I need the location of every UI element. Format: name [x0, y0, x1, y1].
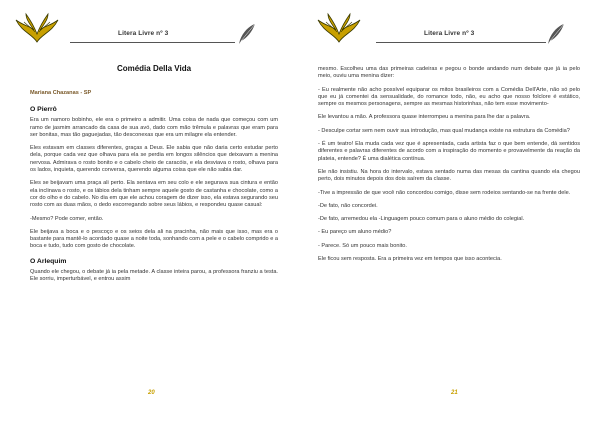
- paragraph: Ele levantou a mão. A professora quase interrompeu a menina para lhe dar a palavra.: [318, 114, 531, 121]
- paragraph: Ele não insistiu. Na hora do intervalo, estava sentado numa das mesas da cantina quando ela chegou perto, dois minutos depois dos dois saírem da classe.: [318, 168, 580, 183]
- quill-icon: [544, 22, 568, 46]
- winged-logo-icon: [14, 12, 60, 46]
- paragraph: - Desculpe cortar sem nem ouvir sua introdução, mas qual mudança existe na estrutura da Comédia?: [318, 127, 570, 134]
- author-name: Mariana Chazanas - SP: [30, 90, 92, 96]
- right-page: [300, 0, 600, 424]
- paragraph: Eles se beijavam uma praça ali perto. Ela sentava em seu colo e ele segurava sua cintura e então ela inclinava o rosto, e os lábios dela tinham sempre aquele gosto de castanha e chocolate, como a cor do olho e do cabelo. No dia em que ele achou coragem de dizer isso, ela estava segurando seu rosto com as duas mãos, o dedo escorregando sobre seus lábios, e respondeu quase casual:: [30, 180, 278, 209]
- header-divider: [70, 42, 235, 43]
- paragraph: Quando ele chegou, o debate já ia pela metade. A classe inteira parou, a professora franziu a testa. Ele sorriu, imperturbável, e entrou assim: [30, 268, 278, 283]
- paragraph: Ele beijava a boca e o pescoço e os seios dela ali na pracinha, não mais que isso, mas era o bastante para mantê-lo acordado quase a noite toda, sonhando com a pele e o cabelo comprido e a boca e tudo, tudo com gosto de chocolate.: [30, 228, 278, 250]
- page-number: 20: [148, 390, 155, 396]
- paragraph: - Eu pareço um aluno médio?: [318, 229, 392, 236]
- article-title: Comédia Della Vida: [116, 64, 192, 73]
- header-divider: [376, 42, 546, 43]
- page-number: 21: [451, 390, 458, 396]
- section-heading-arlequim: O Arlequim: [30, 257, 67, 265]
- winged-logo-icon: [316, 12, 362, 46]
- right-page-content: [318, 66, 580, 269]
- paragraph: - É um teatro! Ela muda cada vez que é apresentada, cada artista faz o que bem entende, dá sentidos diferentes e palavras diferentes de acordo com a inspiração do momento e provavelmente da reação da plateia, entende? É uma dialética contínua.: [318, 141, 580, 162]
- paragraph: - Eu realmente não acho possível equiparar os mitos brasileiros com a Comédia Dell'Arte, não só pelo que eu já comentei da sensualidade, do romance todo, não, eu acho que nosso folclore é estático, sempre os mesmos personagens, sempre as mesmas historinhas, não tem esse movimento-: [318, 86, 580, 108]
- magazine-title: Litera Livre nº 3: [424, 30, 475, 37]
- paragraph: -Mesmo? Pode comer, então.: [30, 215, 104, 222]
- paragraph: -De fato, não concordei.: [318, 202, 378, 209]
- paragraph: -De fato, arremedou ela -Linguagem pouco comum para o aluno médio do colegial.: [318, 216, 525, 223]
- left-page-content: [30, 64, 278, 289]
- magazine-title: Litera Livre nº 3: [118, 30, 169, 37]
- paragraph: Era um namoro bobinho, ele era o primeiro a admitir. Uma coisa de nada que começou com um ramo de jasmim arrancado da casa de sua avó, dado com mão trêmula e palavras que eram para ser bonitas, mas tão gaguejadas, tão desconexas que era um milagre ela entender.: [30, 117, 278, 138]
- paragraph: Eles estavam em classes diferentes, graças a Deus. Ele sabia que não daria certo estudar perto dela, porque cada vez que olhava para ela se perdia em longos silêncios que deixavam a menina nervosa. Admirava o rosto bonito e o cabelo cheio de caracóis, e ela desviava o rosto, olhava para os lados, inquieta, querendo conversa, querendo alguma coisa que ele não sabia dar.: [30, 145, 278, 174]
- paragraph: Ele ficou sem resposta. Era a primeira vez em tempos que isso acontecia.: [318, 256, 502, 263]
- paragraph: -Tive a impressão de que você não concordou comigo, disse sem rodeios sentando-se na frente dele.: [318, 189, 571, 196]
- paragraph: - Parece. Só um pouco mais bonito.: [318, 242, 407, 249]
- quill-icon: [235, 22, 259, 46]
- paragraph: mesmo. Escolheu uma das primeiras cadeiras e pegou o bonde andando num debate que já ia pelo meio, ouviu uma menina dizer:: [318, 66, 580, 80]
- section-heading-pierro: O Pierrô: [30, 106, 57, 114]
